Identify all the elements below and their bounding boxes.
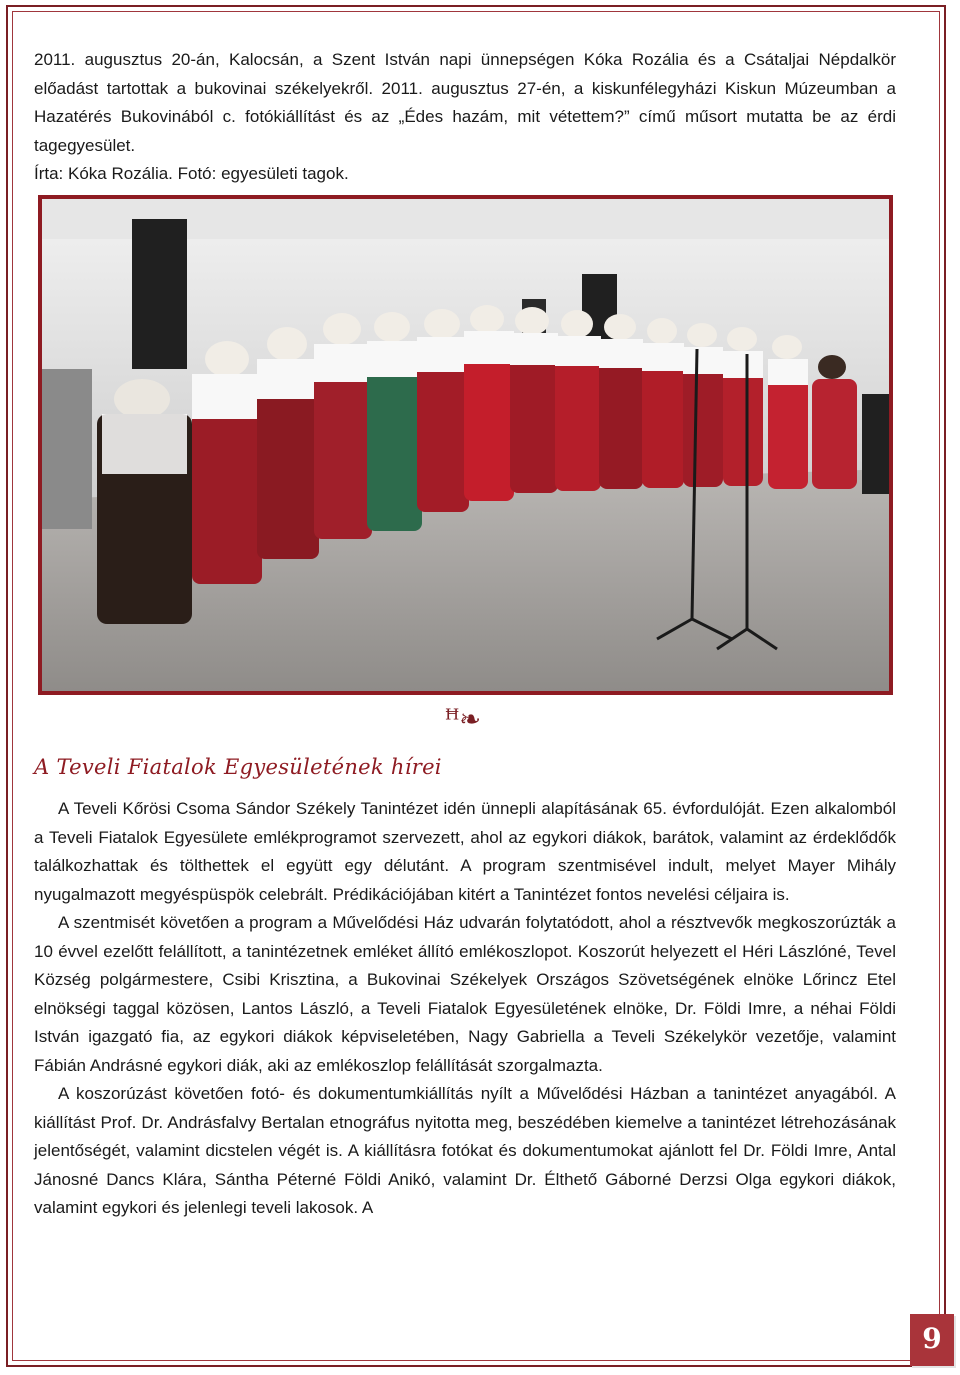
photo-credit: Írta: Kóka Rozália. Fotó: egyesületi tagok. xyxy=(34,164,349,183)
choir-photo-illustration xyxy=(42,199,889,691)
article-paragraph: A koszorúzást követően fotó- és dokumentumkiállítás nyílt a Művelődési Házban a tanintézet anyagából. A kiállítást Prof. Dr. Andrásfalvy Bertalan etnográfus nyitotta meg, beszédében kiemelve a tanintézet létrehozásának jelentőségét, valamint dicstelen végét is. A kiállításra fotókat és dokumentumokat ajánlott fel Dr. Földi Imre, Antal Jánosné Dancs Klára, Sántha Péterné Földi Anikó, valamint Dr. Élthető Gáborné Derzsi Olga egykori diákok, valamint egykori és jelenlegi teveli lakosok. A xyxy=(34,1084,896,1217)
article-paragraph: A szentmisét követően a program a Művelődési Ház udvarán folytatódott, ahol a résztvevők megkoszorúzták a 10 évvel ezelőtt felállított, a tanintézetnek emléket állító emlékoszlopot. Koszorút helyezett el Héri Lászlóné, Tevel Község polgármestere, Csibi Krisztina, a Bukovinai Székelyek Országos Szövetségének elnöke Lőrincz Etel elnökségi taggal közösen, Lantos László, a Teveli Fiatalok Egyesületének elnöke, Dr. Földi Imre, a néhai Földi István igazgató fia, az egykori diákok képviseletében, Nagy Gabriella a Teveli Székelykör vezetője, valamint Fábián Andrásné egykori diák, aki az emlékoszlop felállítását szorgalmazta. xyxy=(34,913,896,1075)
intro-paragraph: 2011. augusztus 20-án, Kalocsán, a Szent István napi ünnepségen Kóka Rozália és a Csátaljai Népdalkör előadást tartottak a bukovinai székelyekről. 2011. augusztus 27-én, a kiskunfélegyházi Kiskun Múzeumban a Hazatérés Bukovinából c. fotókiállítást és az „Édes hazám, mit vétettem?” című műsort mutatta be az érdi tagegyesület. xyxy=(34,50,896,155)
page-number-badge: 9 xyxy=(910,1314,954,1366)
section-title: A Teveli Fiatalok Egyesületének hírei xyxy=(34,755,442,779)
article-paragraph: A Teveli Kőrösi Csoma Sándor Székely Tanintézet idén ünnepli alapításának 65. évfordulóját. Ezen alkalomból a Teveli Fiatalok Egyesülete emlékprogramot szervezett, ahol az egykori diákok, barátok, valamint az érdeklődők találkozhattak és tölthettek el együtt egy délutánt. A program szentmisével indult, melyet Mayer Mihály nyugalmazott megyéspüspök celebrált. Prédikációjában kitért a Tanintézet fontos nevelési céljaira is. xyxy=(34,799,896,904)
intro-block xyxy=(34,46,896,189)
section-ornament-icon: ꟸ❧ xyxy=(444,705,482,735)
article-body xyxy=(34,795,896,1223)
folk-choir-photo xyxy=(38,195,893,695)
